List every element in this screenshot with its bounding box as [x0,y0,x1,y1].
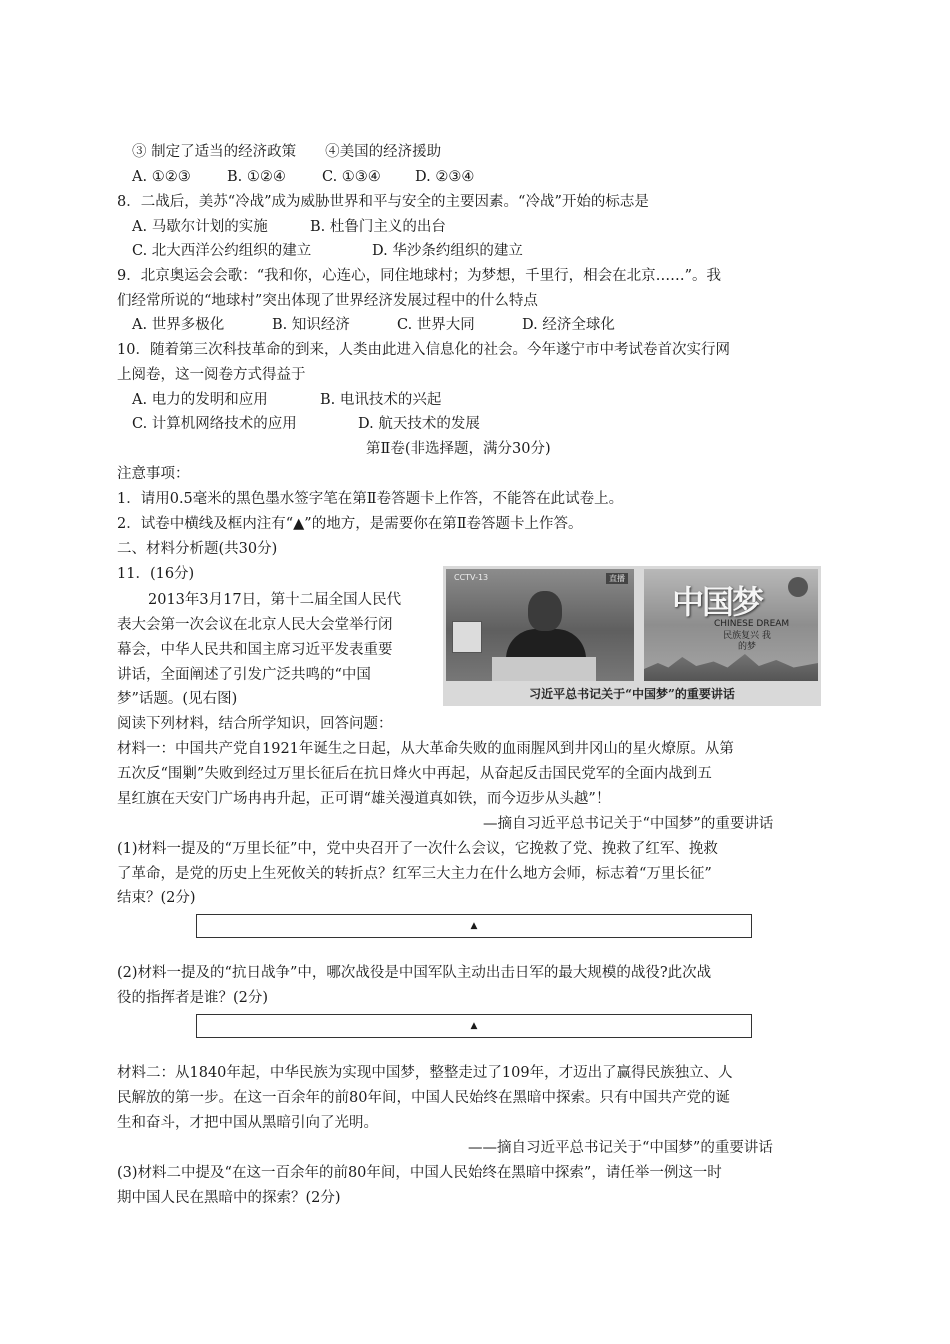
q8-option-a: A. 马歇尔计划的实施 [132,219,268,235]
q10-option-c: C. 计算机网络技术的应用 [132,416,297,432]
q8-option-d: D. 华沙条约组织的建立 [372,243,523,259]
material1-line2: 五次反“围剿”失败到经过万里长征后在抗日烽火中再起，从奋起反击国民党军的全面内战到五 [117,766,712,782]
q11-instruction: 阅读下列材料，结合所学知识，回答问题： [117,716,393,732]
poster-title: 中国梦 [672,583,763,621]
notice-item-1: 1．请用0.5毫米的黑色墨水签字笔在第Ⅱ卷答题卡上作答，不能答在此试卷上。 [117,491,624,507]
speech-photo-panel [446,569,634,681]
speaker-head-shape [528,591,562,631]
q9-option-c: C. 世界大同 [397,317,475,333]
material2-line1: 材料二：从1840年起，中华民族为实现中国梦，整整走过了109年，才迈出了赢得民族独立、人 [117,1065,733,1081]
answer-marker-icon: ▲ [470,921,478,931]
answer-marker-icon: ▲ [470,1021,478,1031]
notice-title: 注意事项： [117,466,190,482]
material2-line3: 生和奋斗，才把中国从黑暗引向了光明。 [117,1115,378,1131]
sub1-line2: 了革命，是党的历史上生死攸关的转折点？红军三大主力在什么地方会师，标志着“万里长征” [117,866,712,882]
q9-options [132,315,615,335]
q10-option-d: D. 航天技术的发展 [358,416,480,432]
material1-source: —摘自习近平总书记关于“中国梦”的重要讲话 [483,816,774,832]
q11-intro-line2: 表大会第一次会议在北京人民大会堂举行闭 [117,617,393,633]
material1-line1: 材料一：中国共产党自1921年诞生之日起，从大革命失败的血雨腥风到井冈山的星火燎原。从第 [117,741,734,757]
material1-line3: 星红旗在天安门广场冉冉升起，正可谓“雄关漫道真如铁，而今迈步从头越”！ [117,791,611,807]
answer-box-2 [196,1014,752,1038]
sub3-line2: 期中国人民在黑暗中的探索？(2分) [117,1190,341,1206]
answer-box-1 [196,914,752,938]
q7-option-b: B. ①②④ [227,169,286,185]
q7-items: ③ 制定了适当的经济政策 ④美国的经济援助 [132,144,442,160]
q10-options-row2 [132,414,480,434]
q9-stem-line2: 们经常所说的“地球村”突出体现了世界经济发展过程中的什么特点 [117,293,538,309]
q11-intro-line1: 2013年3月17日，第十二届全国人民代 [148,592,402,608]
q7-option-a: A. ①②③ [132,169,191,185]
q11-heading: 11．(16分) [117,566,195,582]
q10-option-a: A. 电力的发明和应用 [132,392,268,408]
live-badge: 直播 [606,573,628,584]
q9-option-b: B. 知识经济 [272,317,350,333]
inset-portrait-image [452,621,482,653]
channel-logo: CCTV-13 [454,573,489,582]
q11-intro-line3: 幕会，中华人民共和国主席习近平发表重要 [117,642,393,658]
q11-intro-line4: 讲话，全面阐述了引发广泛共鸣的“中国 [117,667,371,683]
chinese-dream-photo [443,566,821,706]
sub1-line3: 结束？(2分) [117,890,196,906]
q7-options [132,167,474,187]
section-title: 第Ⅱ卷(非选择题，满分30分) [366,441,551,457]
material2-line2: 民解放的第一步。在这一百余年的前80年间，中国人民始终在黑暗中探索。只有中国共产党的诞 [117,1090,730,1106]
q9-option-a: A. 世界多极化 [132,317,225,333]
poster-slogan: 民族复兴 我的梦 [723,631,771,652]
material2-source: ——摘自习近平总书记关于“中国梦”的重要讲话 [468,1140,773,1156]
q8-stem: 8．二战后，美苏“冷战”成为威胁世界和平与安全的主要因素。“冷战”开始的标志是 [117,194,649,210]
q10-stem-line2: 上阅卷，这一阅卷方式得益于 [117,367,306,383]
photo-caption: 习近平总书记关于“中国梦”的重要讲话 [529,687,735,701]
poster-english-title: CHINESE DREAM [714,619,790,629]
sub2-line2: 役的指挥者是谁？(2分) [117,990,269,1006]
q8-options-row2 [132,241,523,261]
podium-shape [492,657,596,681]
part-heading: 二、材料分析题(共30分) [117,541,278,557]
q11-intro-line5: 梦”话题。(见右图) [117,691,238,707]
sub3-line1: (3)材料二中提及“在这一百余年的前80年间，中国人民始终在黑暗中探索”，请任举一例这一时 [117,1165,722,1181]
notice-item-2: 2．试卷中横线及框内注有“▲”的地方，是需要你在第Ⅱ卷答题卡上作答。 [117,516,583,532]
flag-emblem-icon [788,577,808,597]
q7-option-d: D. ②③④ [415,169,475,185]
q10-options-row1 [132,390,441,410]
q10-stem-line1: 10．随着第三次科技革命的到来，人类由此进入信息化的社会。今年遂宁市中考试卷首次实行网 [117,342,730,358]
q7-option-c: C. ①③④ [322,169,381,185]
chinese-dream-poster-panel [644,569,818,681]
q10-option-b: B. 电讯技术的兴起 [320,392,442,408]
sub2-line1: (2)材料一提及的“抗日战争”中，哪次战役是中国军队主动出击日军的最大规模的战役?此次战 [117,965,712,981]
city-skyline-shape [644,651,818,681]
q8-option-b: B. 杜鲁门主义的出台 [310,219,446,235]
q8-options-row1 [132,217,446,237]
q8-option-c: C. 北大西洋公约组织的建立 [132,243,312,259]
q9-stem-line1: 9．北京奥运会会歌：“我和你，心连心，同住地球村；为梦想，千里行，相会在北京……”。我 [117,268,722,284]
sub1-line1: (1)材料一提及的“万里长征”中，党中央召开了一次什么会议，它挽救了党、挽救了红军、挽救 [117,841,718,857]
q9-option-d: D. 经济全球化 [522,317,615,333]
